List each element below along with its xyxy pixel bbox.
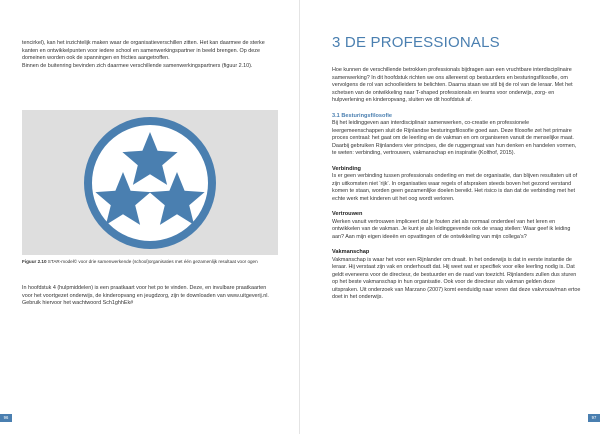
right-page — [300, 0, 600, 434]
left-bottom-paragraph: In hoofdstuk 4 (hulpmiddelen) is een praatkaart voor het po te vinden. Deze, en invulbare praatkaarten voor het voortgezet onderwijs, de kinderopvang en jeugdzorg, zijn te downloaden van www.uitgeverij.nl. Gebruik hiervoor het wachtwoord Sch1ghhEk# — [22, 285, 269, 307]
left-paragraph-2: Binnen de buitenring bevinden zich daarmee verschillende samenwerkingspartners (figuur 2.10). — [22, 62, 253, 69]
figure-caption — [22, 259, 278, 265]
subheading-vakmanschap: Vakmanschap — [332, 249, 370, 256]
figure-caption-label: Figuur 2.10 — [22, 259, 47, 264]
left-paragraph-1: tencirkel), kan het inzichtelijk maken waar de organisatieverschillen zitten. Het kan daarmee de sterke kanten en ontwikkelpunten voor iedere school en samenwerkingspartner in beeld brengen. Op deze domeinen worden ook de spanningen en fricties aangetroffen. — [22, 40, 265, 62]
page-number-right: 97 — [588, 414, 600, 422]
vakmanschap-text: Vakmanschap is waar het voor een Rijnlander om draait. In het onderwijs is dat in eerste instantie de leraar. Hij verstaat zijn vak en onderhoudt dat. Hij weet wat er specifiek voor elke leerling nodig is. Dat geldt eveneens voor de directeur, de bestuurder en de raad van toezicht. Rijnlanders zullen dus sturen op het beste vakmanschap in hun organisatie. Ook voor de directeur als vakman gelden deze uitspraken. Uit onderzoek van Marzano (2007) komt eenduidig naar voren dat deze vakvrouw/man ertoe doet in het onderwijs. — [332, 256, 581, 301]
left-intro-text — [22, 40, 278, 70]
page-number-left: 96 — [0, 414, 12, 422]
subheading-vertrouwen: Vertrouwen — [332, 211, 363, 218]
right-content — [332, 34, 582, 302]
subheading-verbinding: Verbinding — [332, 165, 361, 172]
chapter-intro: Hoe kunnen de verschillende betrokken professionals bijdragen aan een vruchtbare interdisciplinaire samenwerking? In dit hoofdstuk richten we ons allereerst op bestuurders en besturingsfilosofie, om vervolgens de rol van schoolleiders te belichten. Daarna staan we stil bij de rol van de leraar. Met het schetsen van de ontwikkeling naar T-shaped professionals en teams voor onderwijs, zorg- en hulpverlening en kinderopvang, sluiten we dit hoofdstuk af. — [332, 67, 573, 103]
vertrouwen-text: Werken vanuit vertrouwen impliceert dat je fouten ziet als normaal onderdeel van het leren en ontwikkelen van de vakman. Je kunt je als leidinggevende ook de vraag stellen: Waar geef ik leiding aan? Aan mijn eigen ideeën en opvattingen of de ontwikkeling van mijn collega’s? — [332, 218, 571, 240]
chapter-title: 3 DE PROFESSIONALS — [332, 34, 500, 51]
verbinding-text: Is er geen verbinding tussen professionals onderling en met de organisatie, dan blijven resultaten uit of zijn uitkomsten niet ‘rijk’. In organisaties waar regels of afspraken steeds boven het gezond verstand komen te staan, worden geen gezamenlijke doelen bereikt. Het risico is dan dat de verbinding met het echte werk met kinderen uit het oog wordt verloren. — [332, 173, 578, 202]
star-model-illustration — [22, 110, 278, 255]
star-model-figure — [22, 110, 278, 255]
section-text: Bij het leidinggeven aan interdisciplinair samenwerken, co-creatie en professionele leergemeenschappen sluit de Rijnlandse besturingsfilosofie goed aan. Deze filosofie zet het primaire proces centraal: het gaat om de leerling en de vakman en om organiseren vanuit de menselijke maat. Daarbij gebruiken Rijnlanders vier principes, die de ruggengraat van hun denken en handelen vormen, te weten: verbinding, vertrouwen, vakmanschap en inspiratie (Kolthof, 2015). — [332, 120, 577, 157]
section-title: 3.1 Besturingsfilosofie — [332, 112, 392, 119]
figure-caption-text: STAR-model© voor drie samenwerkende (school)organisaties met één gezamenlijk resultaat voor ogen — [47, 259, 258, 264]
